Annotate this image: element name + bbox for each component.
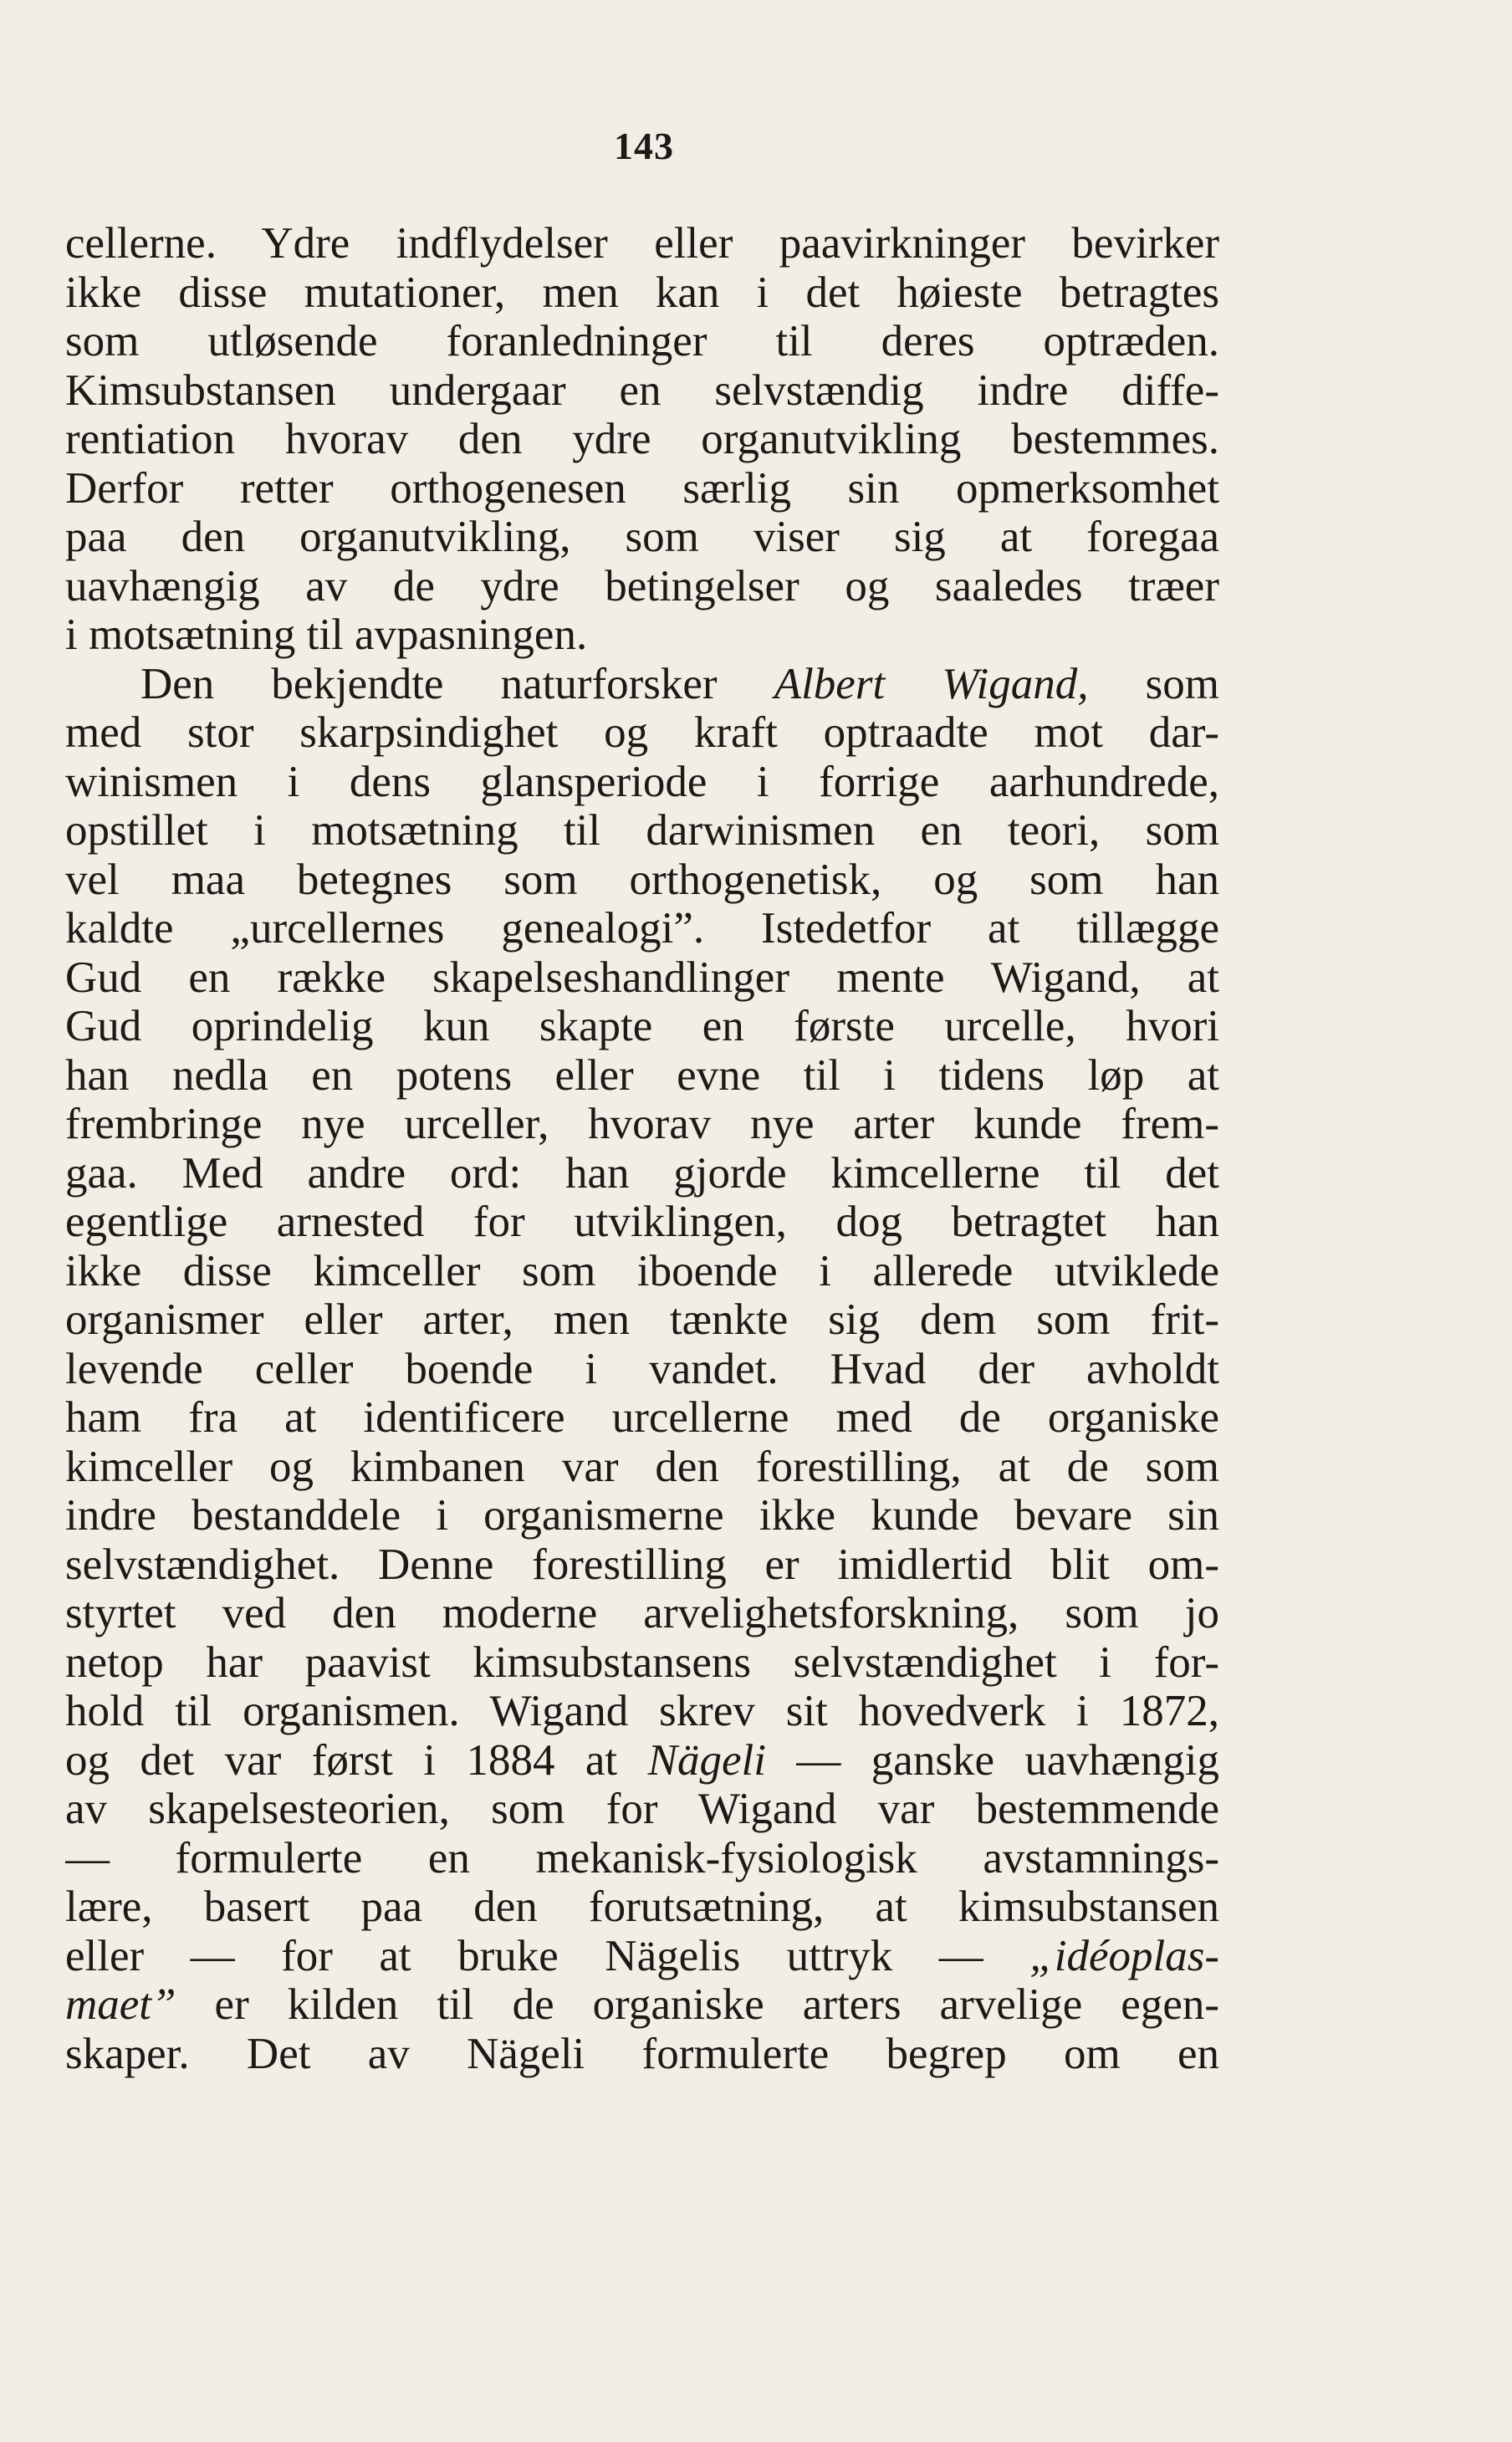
text-line: [65, 1687, 1219, 1736]
text-line-content: hold til organismen. Wigand skrev sit hovedverk i 1872,: [65, 1687, 1219, 1735]
text-line: [65, 1393, 1219, 1443]
text-line: [65, 1491, 1219, 1540]
italic-name: „idéoplas-: [1029, 1931, 1219, 1980]
text-line: [65, 464, 1219, 513]
text-line-content: skaper. Det av Nägeli formulerte begrep om en: [65, 2029, 1219, 2078]
text-line: [65, 317, 1219, 366]
text-line: [65, 904, 1219, 953]
text-line: [65, 708, 1219, 758]
text-line-content: ikke disse kimceller som iboende i allerede utviklede: [65, 1246, 1219, 1295]
text-line-continuation: — ganske uavhængig: [765, 1735, 1219, 1785]
text-line-content: rentiation hvorav den ydre organutvikling bestemmes.: [65, 415, 1219, 463]
text-line-content: cellerne. Ydre indflydelser eller paavirkninger bevirker: [65, 219, 1219, 268]
text-line-content: winismen i dens glansperiode i forrige aarhundrede,: [65, 757, 1219, 806]
text-line-content: med stor skarpsindighet og kraft optraadte mot dar-: [65, 708, 1219, 757]
text-line-content: i motsætning til avpasningen.: [65, 610, 588, 659]
text-line: [65, 1883, 1219, 1932]
text-line-content: ikke disse mutationer, men kan i det høieste betragtes: [65, 268, 1219, 317]
text-line: [65, 513, 1219, 562]
text-line-content: Den bekjendte naturforsker: [140, 659, 774, 708]
text-line-content: som utløsende foranledninger til deres optræden.: [65, 317, 1219, 365]
text-line-content: kaldte „urcellernes genealogi”. Istedetfor at tillægge: [65, 904, 1219, 953]
text-line-content: ham fra at identificere urcellerne med de organiske: [65, 1393, 1219, 1442]
page-number: 143: [614, 125, 674, 167]
text-line: [65, 562, 1219, 611]
text-line: [65, 1785, 1219, 1834]
text-line: [65, 1932, 1219, 1981]
text-line: [65, 1051, 1219, 1101]
text-line-content: Kimsubstansen undergaar en selvstændig indre diffe-: [65, 365, 1219, 415]
text-line-content: av skapelsesteorien, som for Wigand var bestemmende: [65, 1785, 1219, 1833]
text-line: [65, 1198, 1219, 1247]
text-line-content: egentlige arnested for utviklingen, dog betragtet han: [65, 1198, 1219, 1246]
text-line: [65, 806, 1219, 856]
text-line-content: gaa. Med andre ord: han gjorde kimcellerne til det: [65, 1148, 1219, 1198]
text-line-content: Derfor retter orthogenesen særlig sin opmerksomhet: [65, 463, 1219, 513]
text-line-content: Gud en række skapelseshandlinger mente Wigand, at: [65, 953, 1219, 1002]
text-line: [65, 366, 1219, 416]
text-line: [65, 219, 1219, 268]
text-line-content: eller — for at bruke Nägelis uttryk —: [65, 1931, 1030, 1980]
text-line-content: netop har paavist kimsubstansens selvstændighet i for-: [65, 1637, 1219, 1687]
text-line-content: uavhængig av de ydre betingelser og saaledes træer: [65, 561, 1219, 610]
text-line: [65, 953, 1219, 1003]
text-line-content: — formulerte en mekanisk-fysiologisk avstamnings-: [65, 1833, 1219, 1883]
text-line-content: frembringe nye urceller, hvorav nye arter kunde frem-: [65, 1100, 1219, 1148]
text-line: [65, 1100, 1219, 1149]
italic-name: Nägeli: [647, 1735, 766, 1785]
text-line-content: organismer eller arter, men tænkte sig dem som frit-: [65, 1295, 1219, 1344]
text-line: [65, 1247, 1219, 1296]
text-line-continuation: som: [1088, 659, 1219, 708]
text-line-content: indre bestanddele i organismerne ikke kunde bevare sin: [65, 1491, 1219, 1540]
text-line: [65, 268, 1219, 318]
text-line: [65, 856, 1219, 905]
text-line: [65, 1589, 1219, 1638]
text-line-content: lære, basert paa den forutsætning, at kimsubstansen: [65, 1883, 1219, 1931]
text-line-content: vel maa betegnes som orthogenetisk, og som han: [65, 855, 1219, 904]
text-line: [65, 1540, 1219, 1590]
italic-name: Albert Wigand,: [774, 659, 1089, 708]
text-line-content: paa den organutvikling, som viser sig at foregaa: [65, 513, 1219, 561]
text-line-content: han nedla en potens eller evne til i tidens løp at: [65, 1050, 1219, 1100]
text-line-content: Gud oprindelig kun skapte en første urcelle, hvori: [65, 1002, 1219, 1050]
text-line: [65, 1295, 1219, 1345]
text-line-content: styrtet ved den moderne arvelighetsforskning, som jo: [65, 1589, 1219, 1637]
text-line-content: selvstændighet. Denne forestilling er imidlertid blit om-: [65, 1540, 1219, 1589]
italic-name: maet”: [65, 1980, 176, 2029]
text-line: [65, 1443, 1219, 1492]
text-line-content: levende celler boende i vandet. Hvad der avholdt: [65, 1344, 1219, 1393]
text-line: [65, 1980, 1219, 2030]
text-line: [65, 2030, 1219, 2079]
text-line-continuation: er kilden til de organiske arters arvelige egen-: [176, 1980, 1219, 2029]
text-line: [65, 758, 1219, 807]
body-text: [65, 219, 1219, 2078]
text-line-content: og det var først i 1884 at: [65, 1735, 648, 1785]
text-line-content: opstillet i motsætning til darwinismen en teori, som: [65, 806, 1219, 855]
text-line: [65, 1002, 1219, 1051]
text-line: [65, 415, 1219, 464]
text-line: [65, 1834, 1219, 1883]
text-line: [65, 1149, 1219, 1198]
text-line: [65, 1345, 1219, 1394]
text-line: [65, 610, 1219, 660]
text-line: [65, 1638, 1219, 1688]
text-line: [65, 660, 1219, 709]
text-line-content: kimceller og kimbanen var den forestilling, at de som: [65, 1442, 1219, 1491]
text-line: [65, 1736, 1219, 1786]
